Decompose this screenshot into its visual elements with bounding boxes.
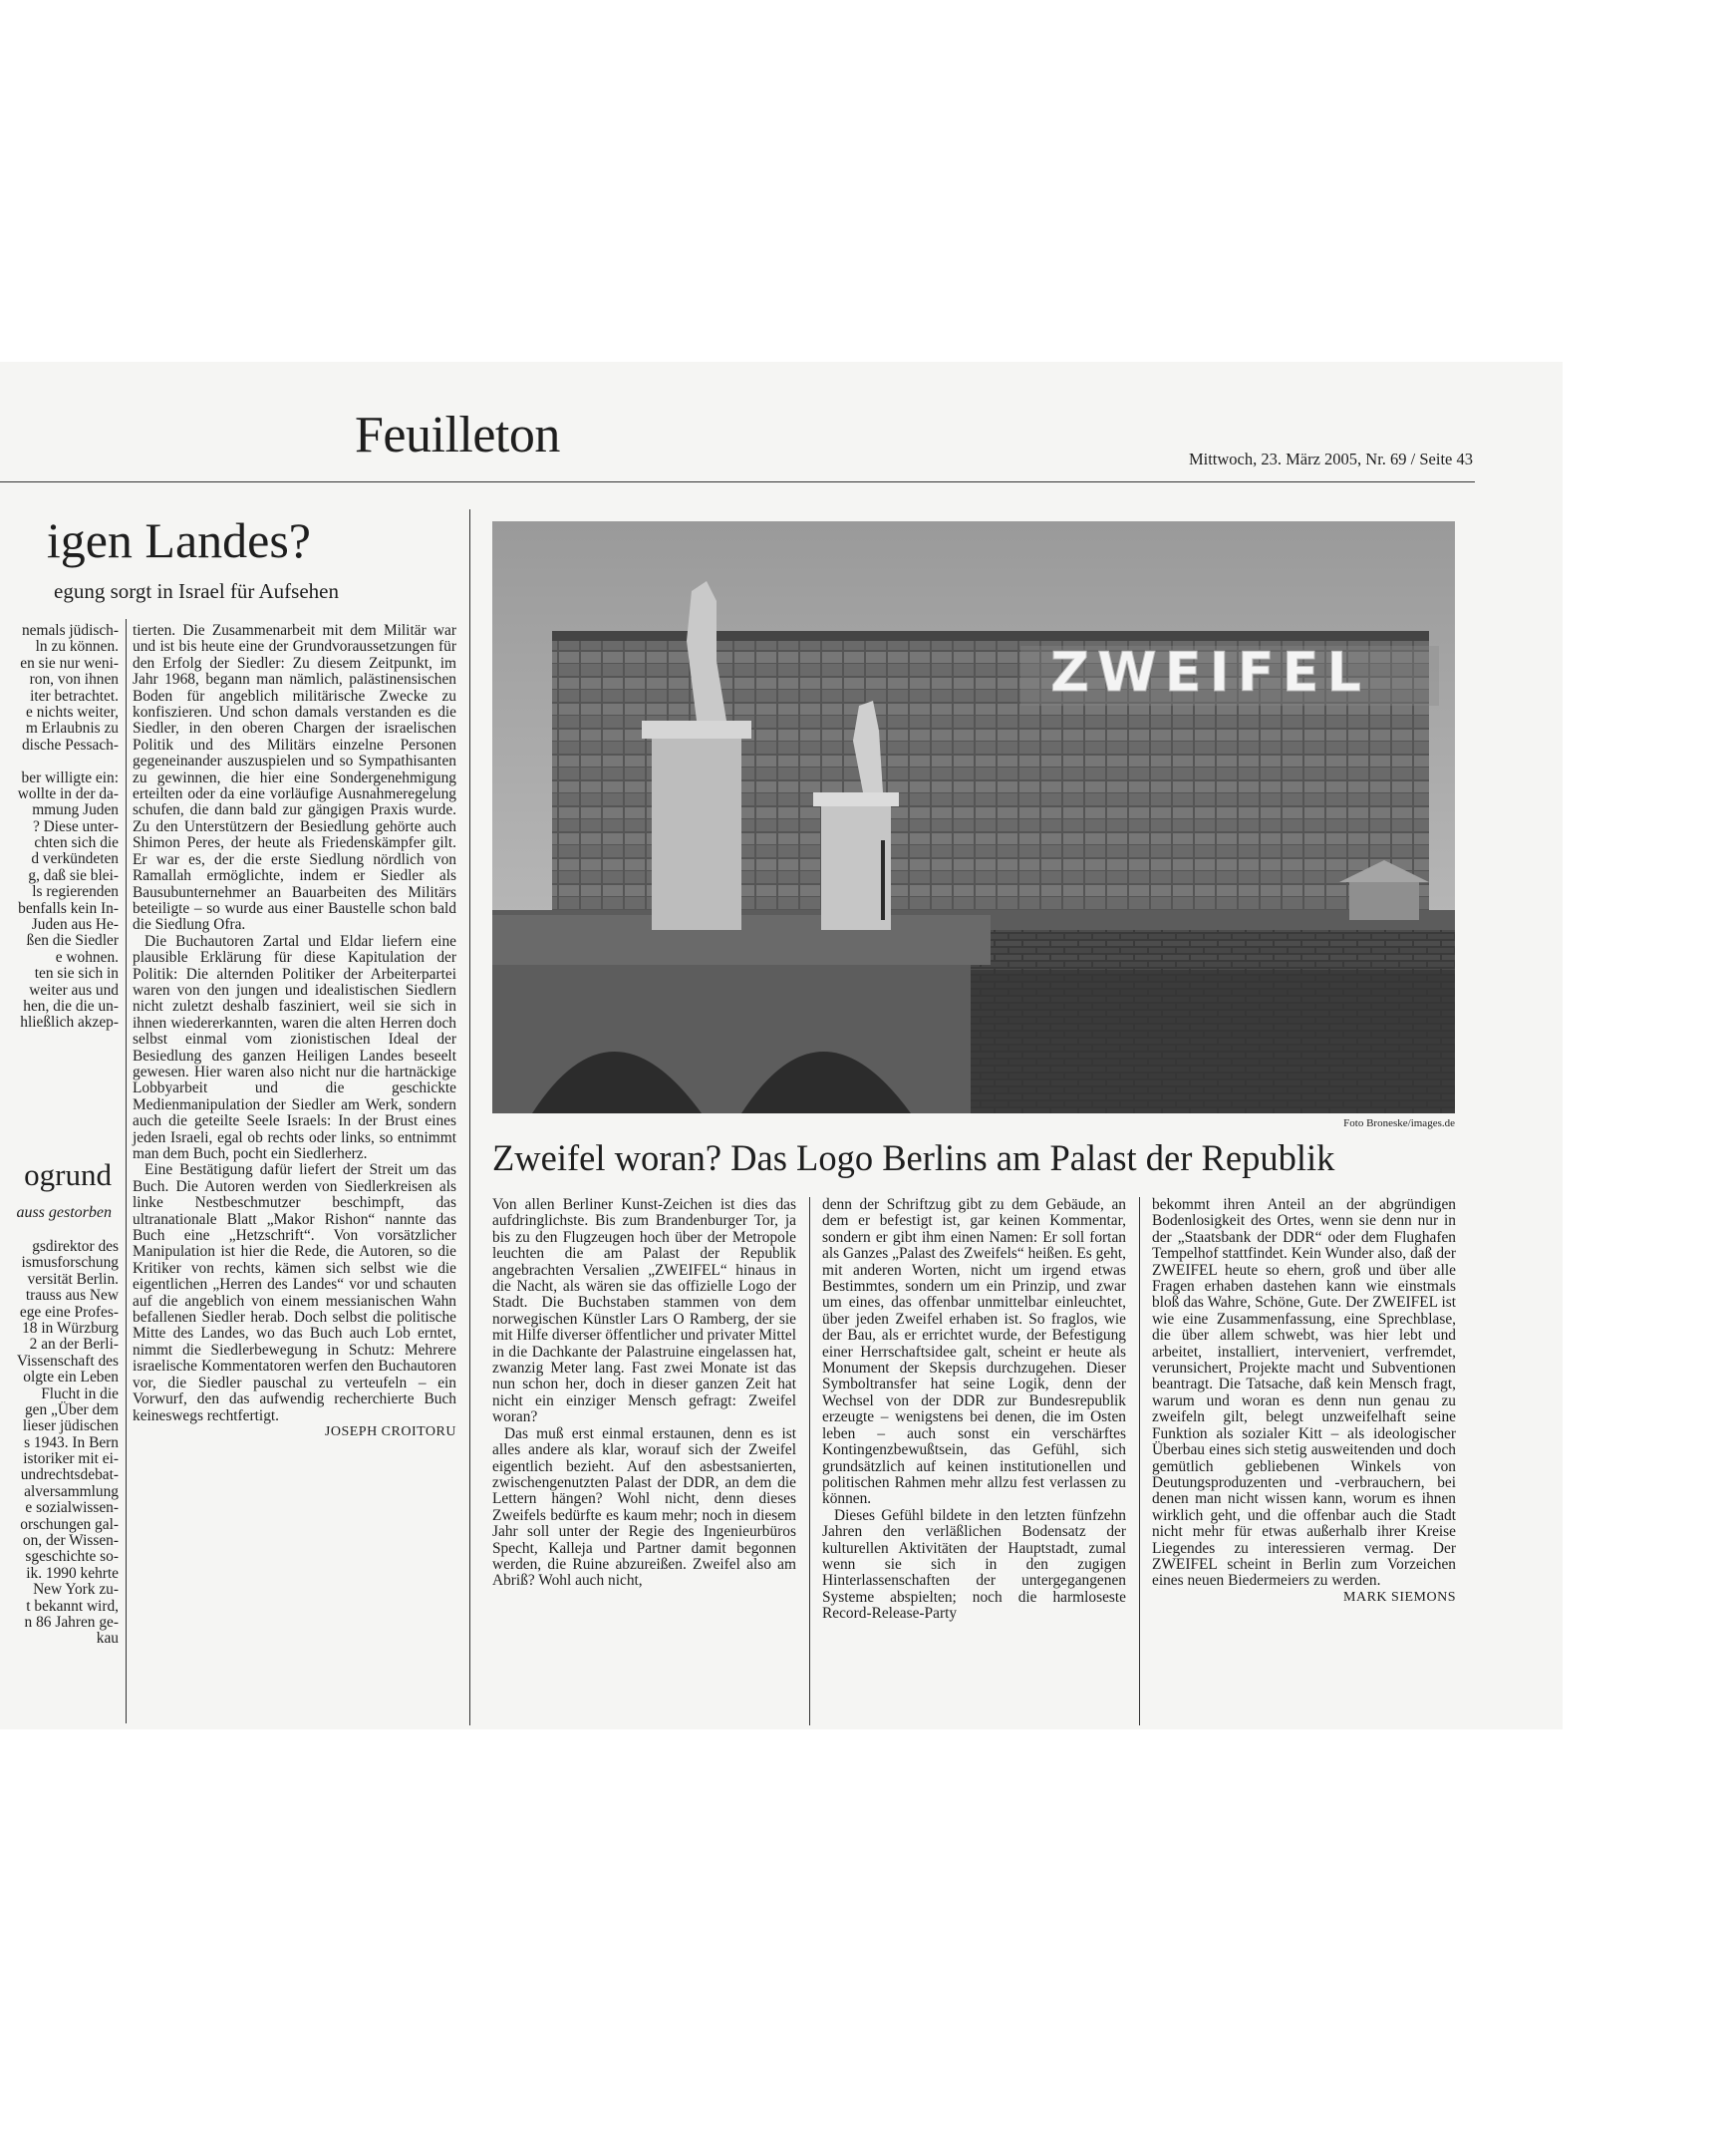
main-col2 <box>822 1197 1126 1623</box>
text-line: d verkündeten <box>31 850 119 868</box>
column-rule <box>809 1197 810 1725</box>
text-line: trauss aus New <box>25 1287 119 1305</box>
text-line: undrechtsdebat- <box>20 1466 119 1484</box>
text-line: iter betrachtet. <box>30 687 119 705</box>
paragraph: Von allen Berliner Kunst-Zeichen ist dies das aufdringlichste. Bis zum Brandenburger Tor, ja bis zu den Flugzeugen hoch über der Metropole leuchten die am Palast der Republik angebrachten Versalien „ZWEIFEL“ hinaus in die Nacht, als wären sie das offizielle Logo der Stadt. Die Buchstaben stammen von dem norwegischen Künstler Lars O Ramberg, der sie mit Hilfe diverser öffentlicher und privater Mittel in die Dachkante der Palastruine eingelassen hat, zwanzig Meter lang. Fast zwei Monate ist das nun schon her, doch in dieser ganzen Zeit hat nicht ein einziger Mensch gefragt: Zweifel woran? <box>492 1196 796 1426</box>
author-signature: JOSEPH CROITORU <box>324 1423 456 1439</box>
text-line: chten sich die <box>34 834 119 852</box>
zweifel-sign: ZWEIFEL <box>1050 641 1369 704</box>
photo-illustration <box>492 521 1455 1113</box>
text-line: Flucht in die <box>41 1385 119 1402</box>
author-signature: MARK SIEMONS <box>1343 1589 1456 1605</box>
text-line: Vissenschaft des <box>16 1352 119 1370</box>
text-line: hen, die die un- <box>23 997 119 1015</box>
text-line: e nichts weiter, <box>26 703 119 721</box>
obit-subhead: auss gestorben <box>16 1204 112 1221</box>
text-line: lieser jüdischen <box>22 1417 119 1435</box>
text-line: en sie nur weni- <box>20 654 119 672</box>
paragraph: Das muß erst einmal erstaunen, denn es ist alles andere als klar, worauf sich der Zweifel eigentlich bezieht. Auf den asbestsanierten, zwischengenutzten Palast der DDR, an dem die Lettern hängen? Wohl nicht, denn dieses Zweifels bedürfte es kaum mehr; noch in diesem Jahr soll unter der Regie des Ingenieurbüros Specht, Kalleja und Partner damit begonnen werden, die Ruine abzureißen. Zweifel also am Abriß? Wohl auch nicht, <box>492 1424 796 1590</box>
text-line: benfalls kein In- <box>18 899 119 917</box>
left-subhead-box <box>0 579 339 605</box>
text-line: Juden aus He- <box>31 916 119 934</box>
text-line: New York zu- <box>33 1581 119 1599</box>
text-line: e wohnen. <box>55 948 119 966</box>
text-line: gsdirektor des <box>32 1239 119 1255</box>
obit-headline: ogrund <box>24 1157 112 1192</box>
text-line: ls regierenden <box>32 883 119 901</box>
column-rule <box>469 509 470 1725</box>
text-line: wollte in der da- <box>17 784 119 802</box>
text-line: hließlich akzep- <box>20 1014 119 1032</box>
paragraph: Eine Bestätigung dafür liefert der Streit um das Buch. Die Autoren werden von Siedlerkreisen als linke Nestbeschmutzer beschimpft, das ultranationale Blatt „Makor Rishon“ nannte das Buch eine „Hetzschrift“. Von vorsätzlicher Manipulation ist hier die Rede, die Autoren, so die Kritiker von rechts, kämen sich selbst wie die eigentlichen „Herren des Landes“ vor und schauten auf die angeblich von einem messianischen Wahn befallenen Siedler herab. Doch selbst die politische Mitte des Landes, wo das Buch auch Lob erntet, nimmt die Siedlerbewegung in Schutz: Mehrere israelische Kommentatoren werfen den Buchautoren vor, die Siedler pauschal zu verteufeln – ein Vorwurf, den das aufwendig recherchierte Buch keineswegs rechtfertigt. <box>133 1161 456 1424</box>
text-line: ber willigte ein: <box>21 769 119 786</box>
column-rule <box>1139 1197 1140 1725</box>
text-line: sgeschichte so- <box>25 1548 119 1566</box>
obit-headline-box <box>0 1157 112 1197</box>
text-line: m Erlaubnis zu <box>25 720 119 738</box>
paragraph: Dieses Gefühl bildete in den letzten fünfzehn Jahren den verläßlichen Bodensatz der kulturellen Aktivitäten der Hauptstadt, zumal wenn sie sich in den zugigen Hinterlassenschaften der untergegangenen Systeme abspielten; noch die harmloseste Record-Release-Party <box>822 1506 1126 1623</box>
text-line: mmung Juden <box>32 801 119 819</box>
text-line: alversammlung <box>24 1482 119 1500</box>
masthead-rule <box>0 481 1475 482</box>
text-line: versität Berlin. <box>27 1270 119 1288</box>
text-line: gen „Über dem <box>24 1400 119 1418</box>
text-line: orschungen gal- <box>20 1515 119 1533</box>
text-line: nemals jüdisch- <box>21 623 119 639</box>
text-line: olgte ein Leben <box>23 1369 119 1386</box>
main-col3 <box>1152 1197 1456 1606</box>
text-line: g, daß sie blei- <box>28 866 119 884</box>
paragraph: denn der Schriftzug gibt zu dem Gebäude, an dem er befestigt ist, gar keinen Kommentar, sondern er gibt ihm einen Namen: Er soll fortan als Ganzes „Palast des Zweifels“ heißen. Es geht, mit anderen Worten, nicht um irgend etwas Bestimmtes, sondern um ein Prinzip, und zwar um eines, das offenbar unmittelbar einleuchtet, über jeden Zweifel erhaben ist. So fraglos, wie der Bau, als er errichtet wurde, der Befestigung einer Herrschaftsidee galt, scheint er heute als Monument der Skepsis durchzugehen. Dieser Symboltransfer hat seine Logik, denn der Wechsel von der DDR zur Bundesrepublik erzeugte – wenigstens bei denen, die im Osten leben – auch sonst ein verschärftes Kontingenzbewußtsein, das Gefühl, sich grundsätzlich auf keinen institutionellen und politischen Rahmen mehr allzu fest verlassen zu können. <box>822 1196 1126 1508</box>
paragraph: bekommt ihren Anteil an der abgründigen Bodenlosigkeit des Ortes, wenn sie denn nur in der „Staatsbank der DDR“ oder dem Flughafen Tempelhof stattfindet. Kein Wunder also, daß der ZWEIFEL heute so ehern, groß und über alle Fragen erhaben dastehen kann wie einstmals bloß das Wahre, Schöne, Gute. Der ZWEIFEL ist wie eine Zusammenfassung, eine Sprechblase, die über allem schwebt, was hier lebt und arbeitet, installiert, interveniert, verfremdet, verunsichert, Projekte macht und Subventionen beantragt. Die Tatsache, daß kein Mensch fragt, warum und woran es denn nun genau zu zweifeln gilt, belegt unzweifelhaft seine Funktion als sozialer Kitt – als ideologischer Überbau eines sich stetig ausweitenden und doch gemütlich gebliebenen Winkels von Deutungsproduzenten und -verbrauchern, bei denen man nicht wissen kann, worum es ihnen wirklich geht, und die offenbar auch die Stadt nicht mehr für etwas außerhalb ihrer Kreise Liegendes zu interessieren vermag. Der ZWEIFEL scheint in Berlin zum Vorzeichen eines neuen Biedermeiers zu werden. <box>1152 1196 1456 1590</box>
text-line: kau <box>96 1630 119 1648</box>
text-line: s 1943. In Bern <box>24 1433 119 1451</box>
text-line: ten sie sich in <box>34 965 119 983</box>
text-line: ismusforschung <box>21 1254 119 1272</box>
text-line: ik. 1990 kehrte <box>26 1564 119 1582</box>
text-line: t bekannt wird, <box>26 1597 119 1615</box>
text-line: e sozialwissen- <box>25 1499 119 1517</box>
text-line: ln zu können. <box>35 638 119 656</box>
left-subhead: egung sorgt in Israel für Aufsehen <box>54 579 339 603</box>
text-line: ron, von ihnen <box>29 671 119 689</box>
text-line: 18 in Würzburg <box>22 1319 119 1337</box>
left-headline: igen Landes? <box>46 513 311 568</box>
newspaper-page <box>0 362 1563 1729</box>
palast-photo <box>492 521 1455 1113</box>
obit-subhead-box <box>0 1203 112 1225</box>
dateline: Mittwoch, 23. März 2005, Nr. 69 / Seite 43 <box>1188 450 1473 468</box>
column-rule <box>126 619 127 1723</box>
text-line: istoriker mit ei- <box>23 1450 119 1468</box>
section-title: Feuilleton <box>355 407 560 463</box>
text-line: dische Pessach- <box>21 736 119 754</box>
paragraph: tierten. Die Zusammenarbeit mit dem Militär war und ist bis heute eine der Grundvoraussetzungen für den Erfolg der Siedler: Zu diesem Zeitpunkt, im Jahr 1968, begann man nämlich, palästinensischen Boden für angeblich militärische Zwecke zu konfiszieren. Und schon damals verstanden es die Siedler, in den oberen Chargen der israelischen Politik und des Militärs einzelne Personen gegeneinander auszuspielen und so Sympathisanten zu gewinnen, die hier eine Sondergenehmigung erteilten oder da eine vorläufige Ausnahmeregelung schufen, die dann bald zur gängigen Praxis wurde. Zu den Unterstützern der Besiedlung gehörte auch Shimon Peres, der heute als Friedenskämpfer gilt. Er war es, der die erste Siedlung nördlich von Ramallah ermöglichte, indem er Siedler als Bausubunternehmer an Bauarbeiten des Militärs beteiligte – so wurde aus einer Baustelle schon bald die Siedlung Ofra. <box>133 622 456 934</box>
text-line: ? Diese unter- <box>32 817 119 835</box>
left-col1 <box>0 623 119 1032</box>
main-col1 <box>492 1197 796 1590</box>
text-line: 2 an der Berli- <box>29 1336 119 1354</box>
obit-body <box>0 1239 119 1648</box>
paragraph: Die Buchautoren Zartal und Eldar liefern eine plausible Erklärung für diese Kapitulation der Politik: Die alternden Politiker der Arbeiterpartei waren von den jungen und idealistischen Siedlern nicht zuletzt deshalb fasziniert, weil sie sich in ihnen wiedererkannten, waren die alten Herren doch selbst einmal vom zionistischen Ideal der Besiedlung des ganzen Heiligen Landes beseelt gewesen. Hier waren also nicht nur die hartnäckige Lobbyarbeit und die geschickte Medienmanipulation der Siedler am Werk, sondern auch die geteilte Seele Israels: In der Brust eines jeden Israeli, egal ob rechts oder links, so entnimmt man dem Buch, pocht ein Siedlerherz. <box>133 932 456 1162</box>
main-headline: Zweifel woran? Das Logo Berlins am Palast der Republik <box>492 1137 1335 1178</box>
photo-credit: Foto Broneske/images.de <box>1343 1117 1455 1129</box>
text-line: on, der Wissen- <box>22 1532 119 1550</box>
text-line: n 86 Jahren ge- <box>24 1613 119 1631</box>
left-col2 <box>133 623 456 1440</box>
text-line: weiter aus und <box>29 981 119 999</box>
left-headline-box <box>0 513 311 569</box>
text-line: ege eine Profes- <box>19 1303 119 1321</box>
text-line: ßen die Siedler <box>26 932 119 950</box>
text-line <box>0 754 119 770</box>
